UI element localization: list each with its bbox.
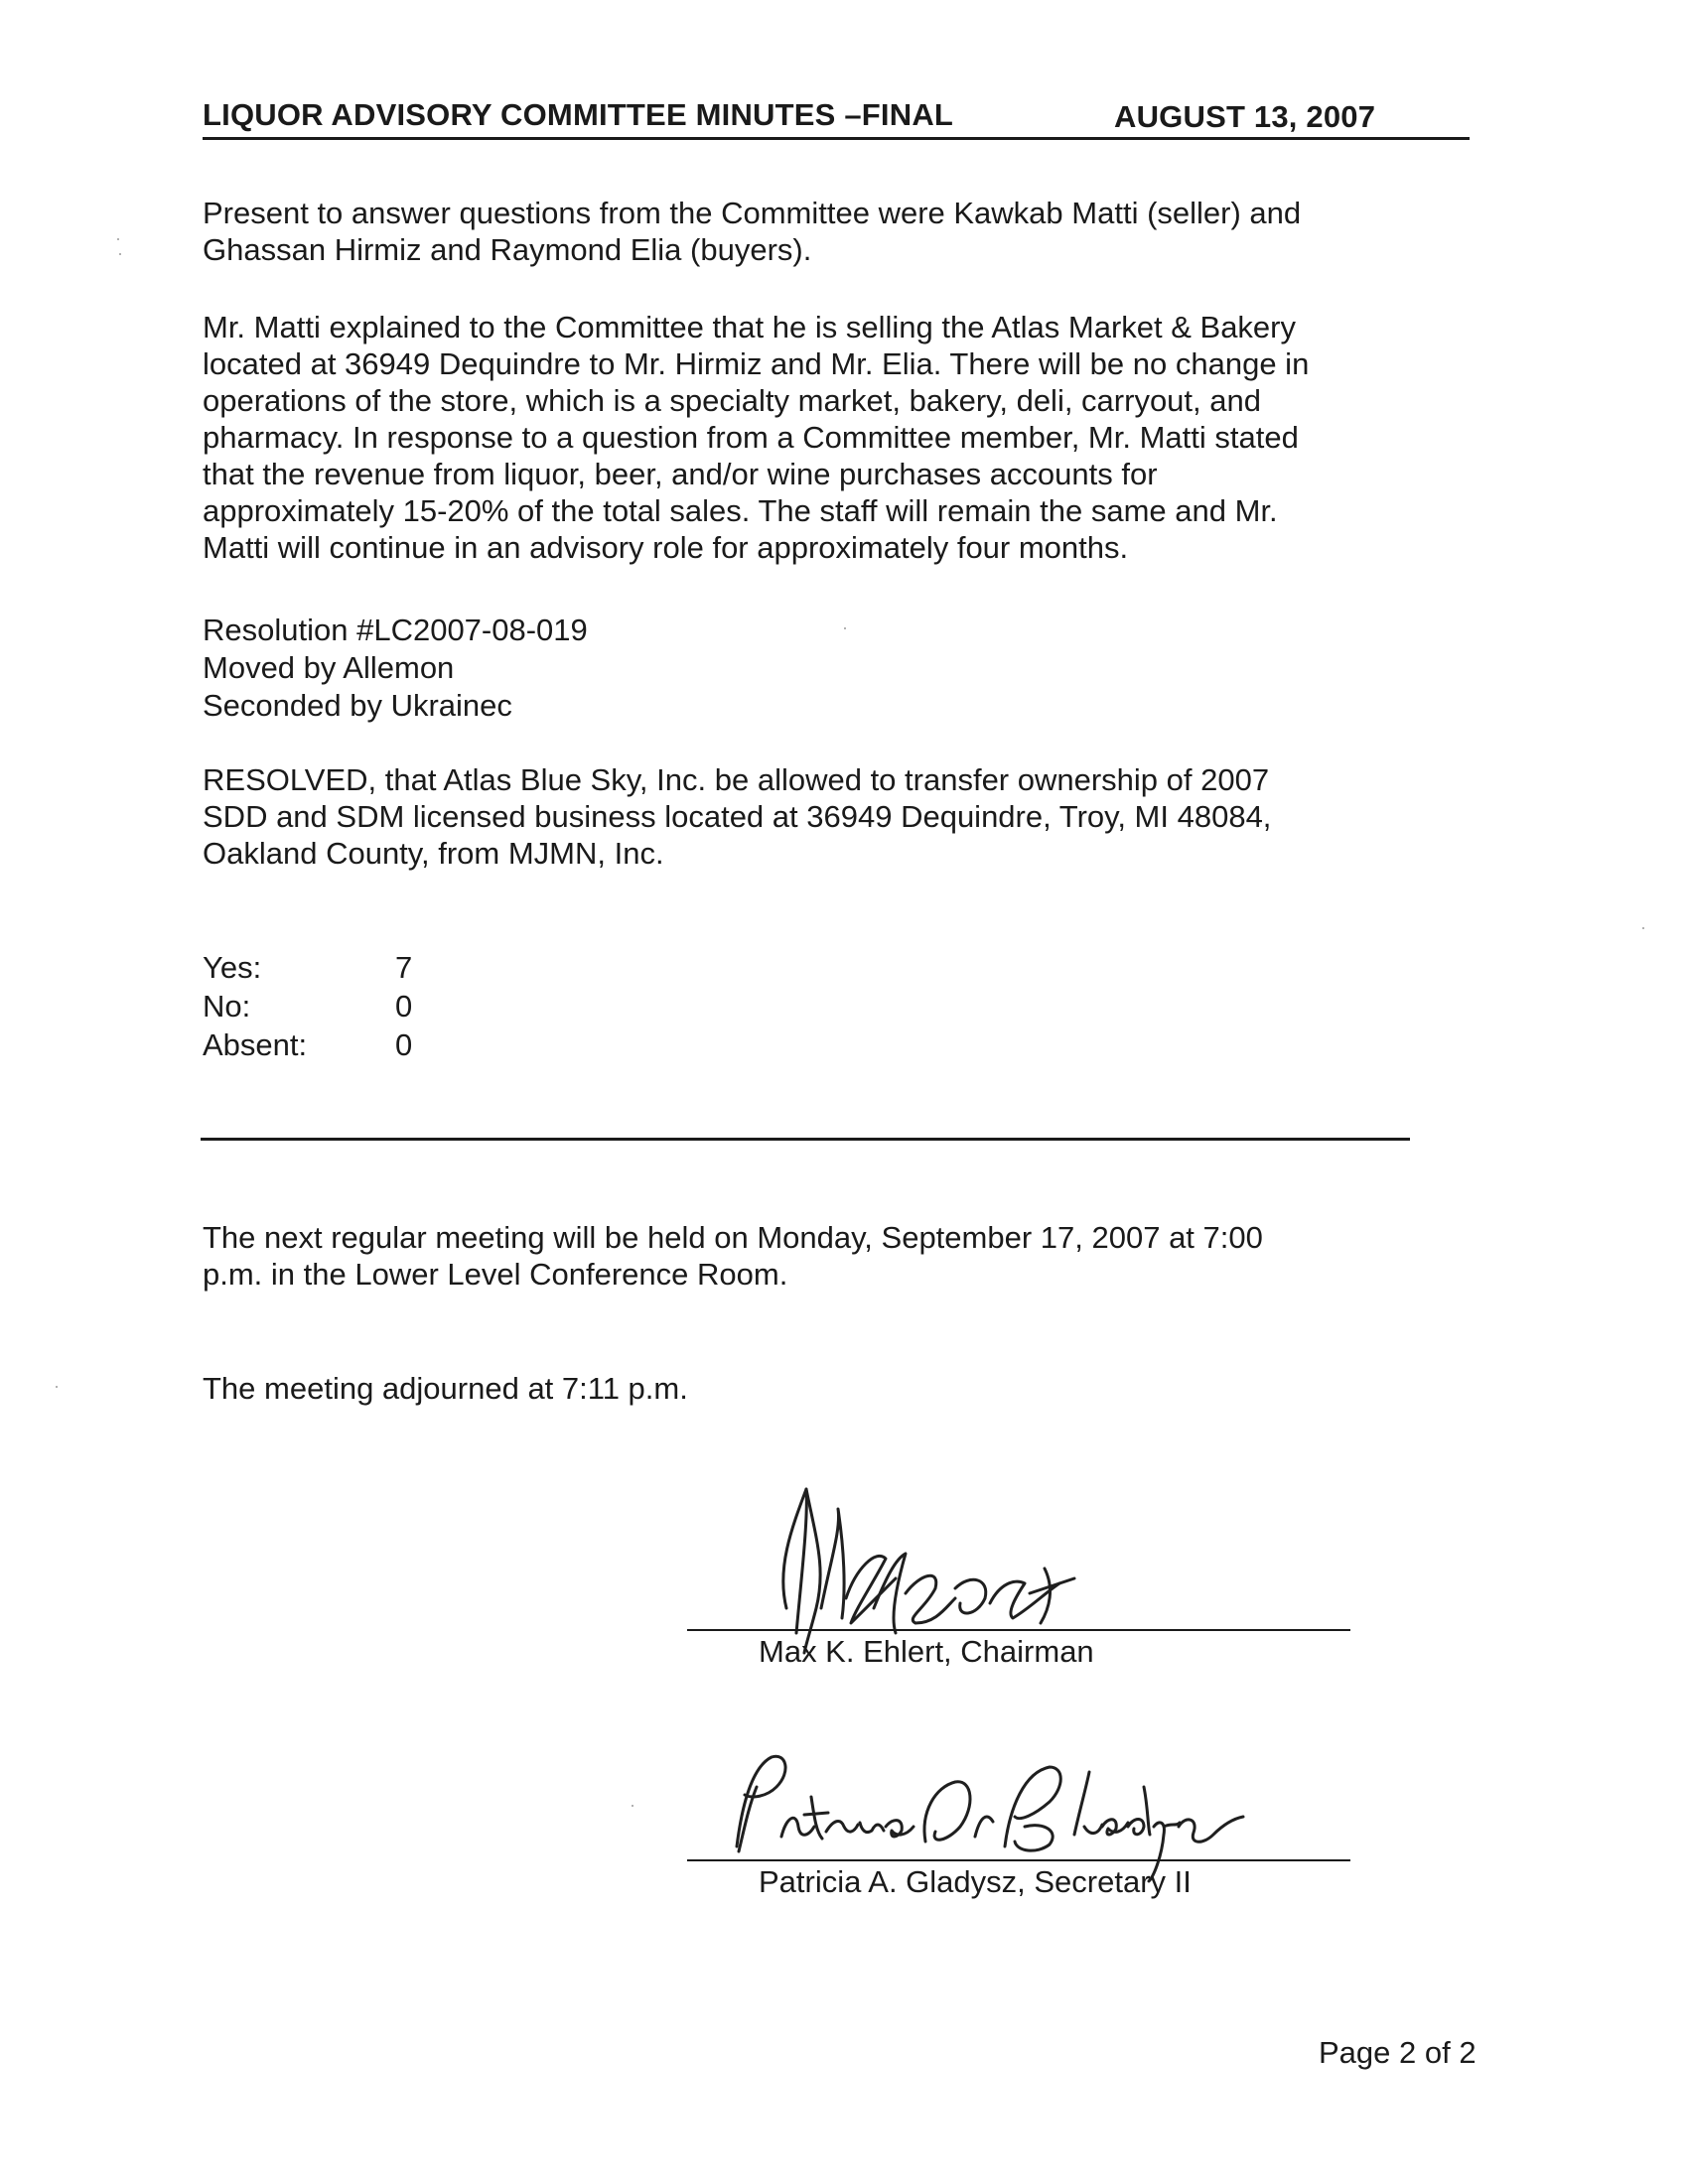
moved-by: Moved by Allemon — [203, 650, 455, 685]
vote-tally — [203, 948, 461, 1064]
text-line: The meeting adjourned at 7:11 p.m. — [203, 1371, 688, 1406]
section-divider — [201, 1138, 1410, 1141]
text-line: operations of the store, which is a specialty market, bakery, deli, carryout, and — [203, 383, 1261, 418]
vote-label: Absent: — [203, 1027, 308, 1062]
chairman-signature-block — [687, 1459, 1352, 1678]
text-line: pharmacy. In response to a question from a Committee member, Mr. Matti stated — [203, 420, 1299, 455]
document-title: LIQUOR ADVISORY COMMITTEE MINUTES –FINAL — [203, 97, 954, 132]
text-line: that the revenue from liquor, beer, and/or wine purchases accounts for — [203, 457, 1158, 491]
scan-speck — [56, 1386, 58, 1388]
text-line: Present to answer questions from the Committee were Kawkab Matti (seller) and — [203, 196, 1302, 230]
resolution-number: Resolution #LC2007-08-019 — [203, 613, 588, 647]
chairman-name: Max K. Ehlert, Chairman — [759, 1634, 1094, 1669]
text-line: p.m. in the Lower Level Conference Room. — [203, 1257, 788, 1292]
vote-count: 0 — [395, 1027, 413, 1062]
scan-speck — [632, 1805, 633, 1807]
secretary-name: Patricia A. Gladysz, Secretary II — [759, 1864, 1192, 1899]
vote-label: No: — [203, 989, 251, 1024]
resolution-info — [203, 612, 1434, 725]
chairman-signature — [747, 1459, 1164, 1658]
scan-speck — [844, 627, 846, 629]
signature-line — [687, 1859, 1350, 1861]
adjourned-paragraph — [203, 1370, 1434, 1407]
secretary-signature-block — [687, 1727, 1352, 1916]
resolved-paragraph — [203, 761, 1434, 872]
text-line: SDD and SDM licensed business located at 36949 Dequindre, Troy, MI 48084, — [203, 799, 1272, 834]
vote-row-absent — [203, 1025, 461, 1064]
vote-label: Yes: — [203, 950, 262, 985]
vote-row-yes — [203, 948, 461, 987]
scan-speck — [1642, 927, 1644, 929]
seconded-by: Seconded by Ukrainec — [203, 688, 512, 723]
next-meeting-paragraph — [203, 1219, 1434, 1293]
scan-speck — [119, 253, 121, 255]
scan-speck — [117, 238, 119, 240]
page-number: Page 2 of 2 — [1319, 2035, 1477, 2070]
secretary-signature — [727, 1727, 1283, 1886]
vote-count: 0 — [395, 989, 413, 1024]
page-header — [203, 97, 1470, 140]
text-line: approximately 15-20% of the total sales. The staff will remain the same and Mr. — [203, 493, 1278, 528]
vote-row-no — [203, 987, 461, 1025]
text-line: The next regular meeting will be held on Monday, September 17, 2007 at 7:00 — [203, 1220, 1263, 1255]
text-line: Ghassan Hirmiz and Raymond Elia (buyers). — [203, 232, 812, 267]
vote-count: 7 — [395, 950, 413, 985]
text-line: Matti will continue in an advisory role for approximately four months. — [203, 530, 1129, 565]
text-line: Oakland County, from MJMN, Inc. — [203, 836, 664, 871]
meeting-date: AUGUST 13, 2007 — [1114, 99, 1376, 134]
text-line: Mr. Matti explained to the Committee that he is selling the Atlas Market & Bakery — [203, 310, 1296, 344]
text-line: RESOLVED, that Atlas Blue Sky, Inc. be allowed to transfer ownership of 2007 — [203, 762, 1270, 797]
signature-line — [687, 1629, 1350, 1631]
text-line: located at 36949 Dequindre to Mr. Hirmiz and Mr. Elia. There will be no change in — [203, 346, 1310, 381]
explanation-paragraph — [203, 309, 1434, 566]
present-paragraph — [203, 195, 1434, 268]
